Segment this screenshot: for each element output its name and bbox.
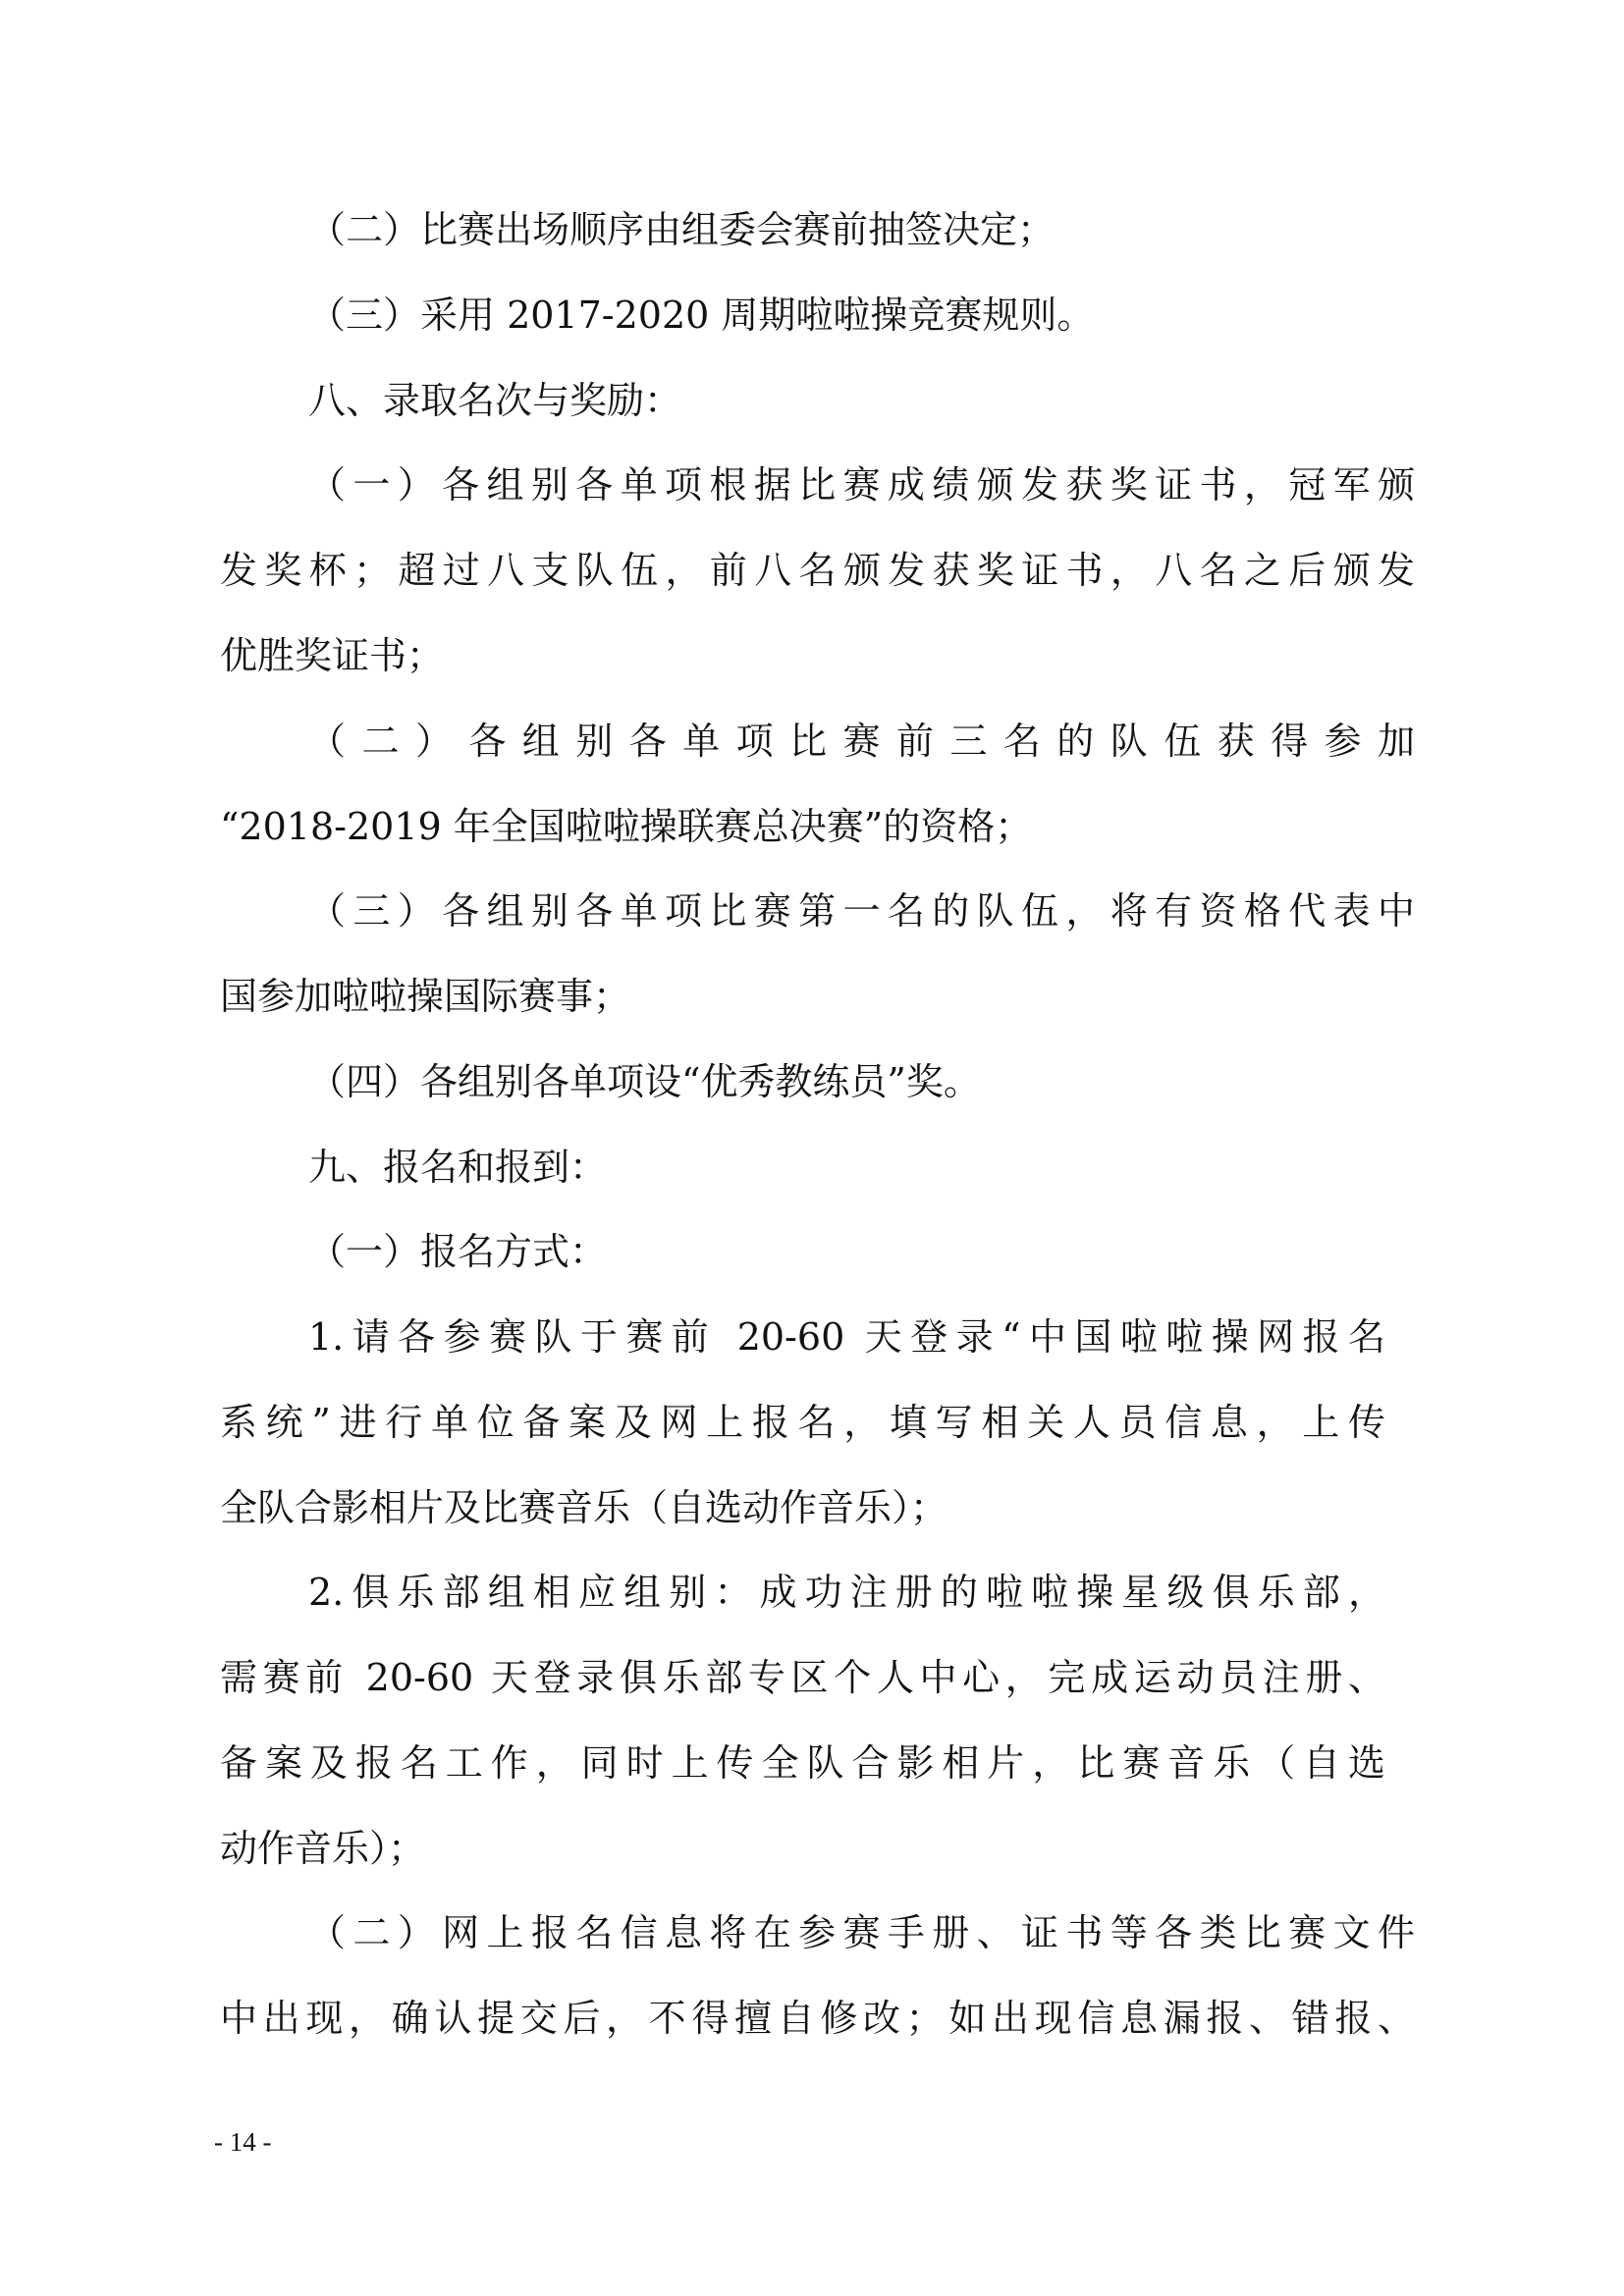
section-heading-8: 八、录取名次与奖励： [308, 379, 682, 422]
text-line-8: “2018-2019 年全国啦啦操联赛总决赛”的资格； [220, 805, 1033, 848]
text-line-11: （四）各组别各单项设“优秀教练员”奖。 [308, 1060, 981, 1103]
text-line-14: 1.请各参赛队于赛前 20-60 天登录“中国啦啦操网报名 [308, 1315, 1385, 1359]
text-line-2: （三）采用 2017-2020 周期啦啦操竞赛规则。 [308, 294, 1095, 337]
text-line-17: 2.俱乐部组相应组别：成功注册的啦啦操星级俱乐部， [308, 1571, 1385, 1614]
page-number: - 14 - [214, 2127, 272, 2157]
text-line-9: （三）各组别各单项比赛第一名的队伍，将有资格代表中 [308, 889, 1415, 933]
text-line-15: 系统”进行单位备案及网上报名，填写相关人员信息，上传 [220, 1401, 1385, 1444]
text-line-5: 发奖杯；超过八支队伍，前八名颁发获奖证书，八名之后颁发 [220, 549, 1415, 592]
section-heading-9: 九、报名和报到： [308, 1146, 608, 1189]
text-line-19: 备案及报名工作，同时上传全队合影相片，比赛音乐（自选 [220, 1741, 1385, 1785]
text-line-22: 中出现，确认提交后，不得擅自修改；如出现信息漏报、错报、 [220, 1997, 1415, 2040]
text-line-7: （二）各组别各单项比赛前三名的队伍获得参加 [308, 720, 1415, 763]
text-line-21: （二）网上报名信息将在参赛手册、证书等各类比赛文件 [308, 1911, 1415, 1954]
text-line-18: 需赛前 20-60 天登录俱乐部专区个人中心，完成运动员注册、 [220, 1656, 1385, 1699]
text-line-13: （一）报名方式： [308, 1230, 608, 1273]
text-line-4: （一）各组别各单项根据比赛成绩颁发获奖证书，冠军颁 [308, 463, 1415, 507]
text-line-1: （二）比赛出场顺序由组委会赛前抽签决定； [308, 208, 1056, 251]
text-line-6: 优胜奖证书； [220, 634, 445, 677]
text-line-10: 国参加啦啦操国际赛事； [220, 975, 631, 1018]
text-line-16: 全队合影相片及比赛音乐（自选动作音乐）； [220, 1486, 948, 1529]
text-line-20: 动作音乐）； [220, 1827, 426, 1870]
